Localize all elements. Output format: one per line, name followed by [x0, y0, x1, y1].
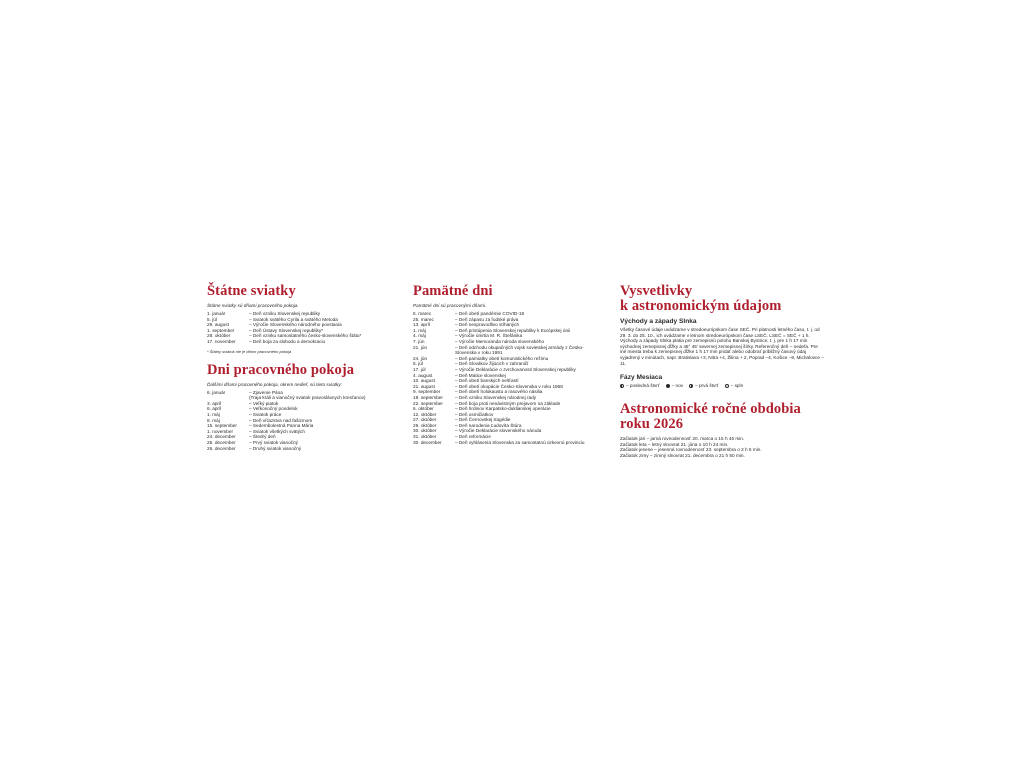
item-date: 6. október	[413, 406, 434, 412]
item-name: – Deň Černovskej tragédie	[455, 417, 511, 423]
item-name: – Druhý sviatok vianočný	[249, 445, 302, 451]
item-date: 29. október	[413, 422, 437, 428]
item-name: – Deň pristúpenia Slovenskej republiky k Európskej únii	[455, 327, 571, 333]
item-name: – Deň Matice slovenskej	[455, 372, 506, 378]
item-name: – Sviatok všetkých svätých	[249, 428, 306, 434]
item-name: – Deň vzniku samostatného česko-slovenského štátu*	[249, 333, 362, 339]
item-name: – Výročie Deklarácie slovenského národa	[455, 428, 542, 434]
phase-last-quarter	[620, 383, 660, 389]
season-spring: Začiatok jari – jarná rovnodennosť 20. marca o 15 h 46 min.	[620, 436, 745, 442]
item-name: – Zjavenie Pána	[249, 389, 283, 395]
memorial-days-intro: Pamätné dni sú pracovnými dňami.	[413, 303, 487, 308]
item-name: – Deň boja za slobodu a demokraciu	[249, 338, 326, 344]
item-name: – Štedrý deň	[249, 434, 276, 440]
first-quarter-moon-icon	[689, 384, 693, 388]
item-name: – Deň nespravodlivo stíhaných	[455, 322, 520, 328]
item-date: 1. január	[207, 311, 226, 316]
phase-new-moon	[666, 383, 683, 389]
item-name: – Výročie Slovenského národného povstania	[249, 322, 342, 328]
item-name: – Veľkonočný pondelok	[249, 406, 298, 412]
item-date: 21. jún	[413, 344, 428, 350]
item-date: 8. máj	[207, 417, 220, 423]
phase-label: – spln	[730, 383, 744, 389]
season-summer: Začiatok leta – letný slnovrat 21. júna o 10 h 24 min.	[620, 441, 729, 447]
list-item	[207, 339, 387, 345]
phase-first-quarter	[689, 383, 719, 389]
item-name: – Deň vzniku Slovenskej republiky	[249, 311, 321, 316]
state-holidays-list	[207, 311, 387, 345]
item-name: – Deň reformácie	[455, 434, 491, 440]
item-date: 1. máj	[207, 411, 220, 417]
item-date: 30. október	[413, 428, 437, 434]
item-name: – Výročie úmrtia M. R. Štefánika	[455, 333, 523, 339]
item-name: – Deň osmičiatkov	[455, 411, 494, 417]
item-name: – Sviatok svätého Cyrila a svätého Metoda	[249, 316, 338, 322]
item-date: 17. júl	[413, 366, 426, 372]
item-date: 29. august	[207, 322, 229, 328]
item-date: 13. apríl	[413, 322, 430, 328]
item-name: – Deň vyhlásenia Slovenska za samostatnú cirkevnú provinciu	[455, 439, 585, 445]
item-date: 5. júl	[413, 361, 423, 367]
item-name: (Traja králi a vianočný sviatok pravoslávnych kresťanov)	[249, 395, 366, 401]
time-info-paragraph: Všetky časové údaje uvádzame v stredoeurópskom čase SEČ. Pri platnosti letného času, t. j. od 29. 3. do 25. 10., ich uvádzame v letnom stredoeurópskom čase LSEČ. LSEČ = SEČ + 1 h.	[620, 327, 820, 338]
item-date: 30. december	[413, 439, 442, 445]
item-name: – Deň odchodu okupačných vojsk sovietskej armády z Česko-Slovenska v roku 1991	[455, 344, 584, 356]
rest-days-title: Dni pracovného pokoja	[207, 361, 355, 378]
item-date: 1. september	[207, 327, 235, 333]
item-name: – Deň obetí okupácie Česko-Slovenska v roku 1968	[455, 383, 563, 389]
season-winter: Začiatok zimy – zimný slnovrat 21. decembra o 21 h 50 min.	[620, 452, 745, 458]
seasons-list	[620, 436, 825, 458]
item-date: 7. jún	[413, 338, 425, 344]
phase-label: – prvá štvrť	[695, 383, 719, 389]
item-name: – Deň zápasu za ľudské práva	[455, 316, 519, 322]
item-name: – Deň Slovákov žijúcich v zahraničí	[455, 361, 529, 367]
item-name: – Deň pamiatky obetí komunistického režimu	[455, 355, 549, 361]
state-holidays-note: * Štátny sviatok nie je dňom pracovného pokoja	[207, 348, 292, 354]
item-date: 15. september	[207, 423, 237, 429]
season-autumn: Začiatok jesene – jesenná rovnodennosť 23. septembra o 2 h 5 min.	[620, 447, 762, 453]
item-date: 28. október	[207, 333, 231, 339]
memorial-days-column	[413, 284, 593, 445]
item-date: 31. október	[413, 434, 437, 440]
item-name: – Prvý sviatok vianočný	[249, 439, 298, 445]
item-date: 24. december	[207, 434, 236, 440]
item-name: – Deň hrdinov Karpatsko-duklianskej operácie	[455, 406, 551, 412]
item-date: 5. júl	[207, 316, 217, 322]
item-name: – Deň obetí pandémie COVID-19	[455, 311, 525, 316]
item-name: – Výročie Memoranda národa slovenského	[455, 338, 545, 344]
seasons-title-line1: Astronomické ročné obdobia	[620, 401, 801, 418]
item-name: – Deň narodenia Ľudovíta Štúra	[455, 422, 522, 428]
item-date: 27. október	[413, 417, 437, 423]
item-date: 4. máj	[413, 333, 426, 339]
item-date: 12. október	[413, 411, 437, 417]
phase-label: – posledná štvrť	[626, 383, 660, 389]
item-date: 6. apríl	[207, 406, 222, 412]
state-holidays-title: Štátne sviatky	[207, 283, 296, 299]
memorial-days-title: Pamätné dni	[413, 283, 493, 299]
list-item	[207, 446, 387, 452]
moon-phases-subtitle: Fázy Mesiaca	[620, 374, 663, 382]
state-holidays-column	[207, 284, 387, 451]
item-date: 25. december	[207, 439, 236, 445]
location-info-paragraph: Východy a západy Slnka platia pre zemepisnú polohu Banskej Bystrice, t. j. pre 1 h 17 min východnej zemepisnej dĺžky a 48° 45' severnej zemepisnej šírky. Referenčný deň – nedeľa. Pre iné miesta treba k zemepisnej dĺžke 1 h 17 min pridať alebo odobrať približný časový údaj vyjadrený v minútach, napr. Bratislava +3, Nitra +4, Žilina + 2, Poprad –4, Košice –8, Michalovce – 11.	[620, 338, 824, 366]
item-name: – Deň vzniku Slovenskej národnej rady	[455, 394, 537, 400]
legend-title-line1: Vysvetlivky	[620, 283, 693, 299]
item-date: 19. september	[413, 394, 443, 400]
last-quarter-moon-icon	[620, 384, 624, 388]
full-moon-icon	[725, 384, 729, 388]
seasons-title-line2: roku 2026	[620, 416, 684, 433]
phase-full-moon	[725, 383, 744, 389]
item-date: 9. september	[413, 389, 441, 395]
item-date: 24. jún	[413, 355, 428, 361]
item-date: 21. august	[413, 383, 435, 389]
item-date: 1. november	[207, 428, 234, 434]
rest-days-intro: Ďalšími dňami pracovného pokoja, okrem nedieľ, sú tieto sviatky:	[207, 381, 342, 387]
legend-title-line2: k astronomickým údajom	[620, 298, 782, 314]
astronomy-column	[620, 284, 825, 459]
item-date: 1. máj	[413, 327, 426, 333]
item-date: 4. august	[413, 372, 433, 378]
item-date: 17. november	[207, 338, 236, 344]
phase-label: – nov	[671, 383, 684, 389]
item-name: – Deň obetí banských nešťastí	[455, 378, 519, 384]
item-date: 22. september	[413, 400, 443, 406]
item-name: – Sedembolestná Panna Mária	[249, 423, 314, 429]
item-date: 6. január	[207, 389, 226, 395]
item-name: – Deň obetí holokaustu a rasového násilia	[455, 389, 543, 395]
seasons-title	[620, 402, 825, 432]
list-item	[413, 345, 593, 356]
item-date: 6. marec	[413, 311, 432, 316]
state-holidays-intro: Štátne sviatky sú dňami pracovného pokoja.	[207, 303, 299, 308]
legend-title	[620, 284, 825, 314]
moon-phases-legend	[620, 383, 825, 389]
item-name: – Deň víťazstva nad fašizmom	[249, 417, 313, 423]
rest-days-list	[207, 390, 387, 452]
sunrise-sunset-subtitle: Východy a západy Slnka	[620, 318, 697, 325]
item-date: 25. marec	[413, 316, 434, 322]
new-moon-icon	[666, 384, 670, 388]
item-name: – Sviatok práce	[249, 411, 282, 417]
memorial-days-list	[413, 311, 593, 445]
item-name: – Deň Ústavy Slovenskej republiky*	[249, 327, 323, 333]
item-name: – Deň boja proti nenávistným prejavom na základe	[455, 400, 561, 406]
item-name: – Veľký piatok	[249, 400, 279, 406]
item-date: 10. august	[413, 378, 435, 384]
list-item	[413, 440, 593, 446]
item-name: – Výročie Deklarácie o zvrchovanosti Slovenskej republiky	[455, 366, 576, 372]
item-date: 26. december	[207, 445, 236, 451]
item-date: 3. apríl	[207, 400, 222, 406]
